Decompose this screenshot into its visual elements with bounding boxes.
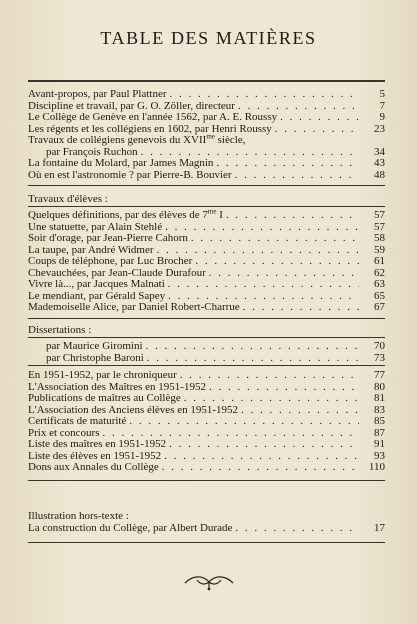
toc-entry: L'Association des Maîtres en 1951-1952 . . . 80 bbox=[28, 382, 385, 394]
toc-section-illustration bbox=[28, 511, 385, 534]
toc-entry: Une statuette, par Alain Stehlé . . . 57 bbox=[28, 222, 385, 234]
toc-entry: par François Ruchon . . . 34 bbox=[28, 147, 385, 159]
toc-entry-line: Travaux de collégiens genevois du $XVII^{me}$ siècle, bbox=[28, 132, 246, 146]
toc-entry: Prix et concours . . . 87 bbox=[28, 428, 385, 440]
toc-entry: Mademoiselle Alice, par Daniel Robert-Charrue . . . 67 bbox=[28, 302, 385, 314]
divider bbox=[28, 480, 385, 481]
toc-section-front-matter bbox=[28, 89, 385, 181]
toc-entry: Certificats de maturité . . . 85 bbox=[28, 416, 385, 428]
toc-section-dissertations bbox=[28, 325, 385, 337]
toc-entry: La taupe, par André Widmer . . . 59 bbox=[28, 245, 385, 257]
toc-section-dissertations-entries bbox=[28, 341, 385, 364]
toc-entry: Le mendiant, par Gérald Sapey . . . 65 bbox=[28, 291, 385, 303]
toc-entry: Coups de téléphone, par Luc Brocher . . . 61 bbox=[28, 256, 385, 268]
section-heading: Travaux d'élèves : bbox=[28, 193, 108, 205]
toc-entry: Dons aux Annales du Collège . . . 110 bbox=[28, 462, 385, 474]
section-heading: Dissertations : bbox=[28, 324, 92, 336]
divider bbox=[28, 337, 385, 338]
toc-entry: Quelques définitions, par des élèves de $7^{me}$ I . . . 57 bbox=[28, 210, 385, 222]
toc-entry: L'Association des Anciens élèves en 1951-1952 . . . 83 bbox=[28, 405, 385, 417]
toc-entry: Où en est l'astronomie ? par Pierre-B. Bouvier . . . 48 bbox=[28, 170, 385, 182]
toc-section-travaux-entries bbox=[28, 207, 385, 314]
toc-entry: Liste des élèves en 1951-1952 . . . 93 bbox=[28, 451, 385, 463]
toc-entry: La construction du Collège, par Albert Durade . . . 17 bbox=[28, 523, 385, 535]
toc-entry: Vivre là..., par Jacques Malnati . . . 63 bbox=[28, 279, 385, 291]
toc-entry: Discipline et travail, par G. O. Zöller, directeur . . . 7 bbox=[28, 101, 385, 113]
toc-entry: Soir d'orage, par Jean-Pierre Cahorn . . . 58 bbox=[28, 233, 385, 245]
toc-section-chronicle bbox=[28, 370, 385, 474]
divider bbox=[28, 318, 385, 319]
toc-entry: Le Collège de Genève en l'année 1562, par A. E. Roussy . . . 9 bbox=[28, 112, 385, 124]
toc-section-travaux bbox=[28, 194, 385, 206]
toc-entry: par Maurice Giromini . . . 70 bbox=[28, 341, 385, 353]
toc-entry: par Christophe Baroni . . . 73 bbox=[28, 353, 385, 365]
toc-entry: La fontaine du Molard, par James Magnin . . . 43 bbox=[28, 158, 385, 170]
divider bbox=[28, 185, 385, 186]
page-title: TABLE DES MATIÈRES bbox=[100, 28, 317, 48]
divider bbox=[28, 206, 385, 207]
divider bbox=[28, 81, 385, 82]
toc-entry: Publications de maîtres au Collège . . . 81 bbox=[28, 393, 385, 405]
fleuron-ornament bbox=[183, 571, 235, 591]
toc-entry: Chevauchées, par Jean-Claude Durafour . . . 62 bbox=[28, 268, 385, 280]
toc-entry: Liste des maîtres en 1951-1952 . . . 91 bbox=[28, 439, 385, 451]
section-heading: Illustration hors-texte : bbox=[28, 510, 129, 522]
toc-entry: Les régents et les collégiens en 1602, par Henri Roussy . . . 23 bbox=[28, 124, 385, 136]
toc-entry: Avant-propos, par Paul Plattner . . . 5 bbox=[28, 89, 385, 101]
divider bbox=[28, 365, 385, 366]
toc-entry: En 1951-1952, par le chroniqueur . . . 77 bbox=[28, 370, 385, 382]
divider bbox=[28, 542, 385, 543]
